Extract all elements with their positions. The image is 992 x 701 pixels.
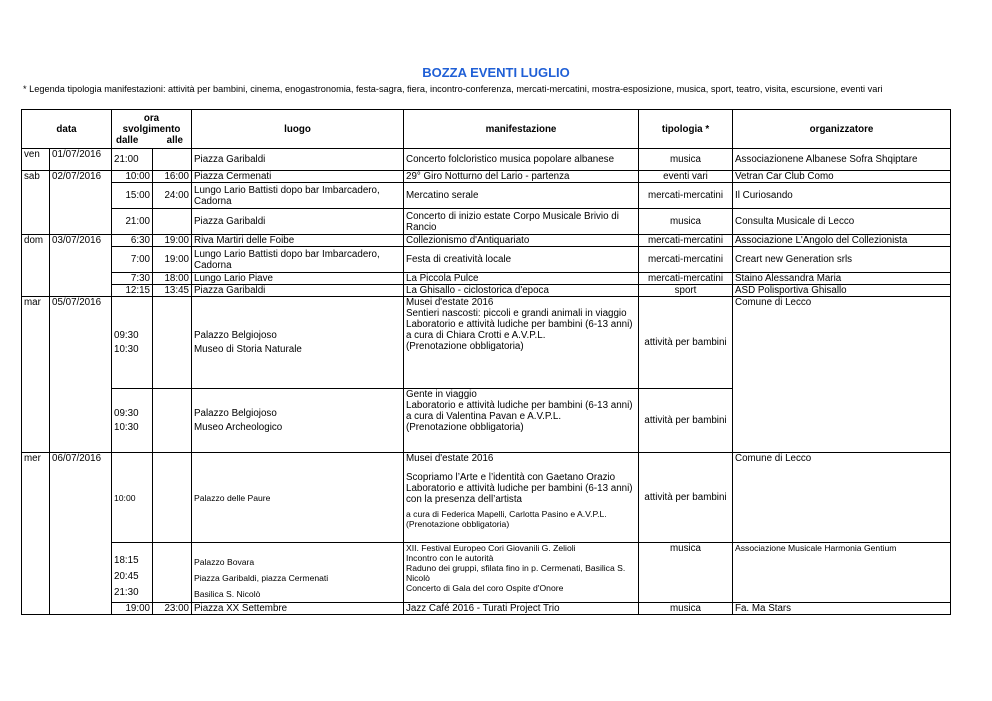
header-tipologia: tipologia * [639,110,733,149]
cell-tipo: sport [639,285,733,297]
cell-dalle: 15:00 [112,183,153,209]
cell-dalle: 10:00 [112,453,153,543]
cell-m3: a cura di Valentina Pavan e A.V.P.L. [406,411,562,422]
cell-t2: 10:30 [114,421,139,433]
cell-m3: Laboratorio e attività ludiche per bambini (6-13 anni) con la presenza dell’artista [406,483,633,505]
table-cell [112,543,153,603]
cell-manif: Concerto di inizio estate Corpo Musicale Brivio di Rancio [404,209,639,235]
cell-dalle: 6:30 [112,235,153,247]
header-ora [112,110,192,149]
table-cell [404,543,639,603]
table-cell [112,389,153,453]
cell-m4: Concerto di Gala del coro Ospite d'Onore [406,583,564,593]
cell-tipo: eventi vari [639,171,733,183]
table-row [22,285,951,297]
cell-dalle: 21:00 [112,149,153,171]
cell-org: Comune di Lecco [733,453,951,543]
table-row [22,209,951,235]
cell-l1: Palazzo Belgiojoso [194,407,277,419]
cell-org: Associazionene Albanese Sofra Shqiptare [733,149,951,171]
table-row [22,603,951,615]
cell-data: 06/07/2016 [50,453,112,615]
cell-t3: 21:30 [114,587,139,598]
cell-m4: (Prenotazione obbligatoria) [406,422,524,433]
cell-tipo: attività per bambini [639,389,733,453]
cell-m2: Scopriamo l’Arte e l’identità con Gaetano Orazio [406,472,616,483]
table-row [22,149,951,171]
cell-luogo: Lungo Lario Piave [192,273,404,285]
cell-dalle: 7:00 [112,247,153,273]
table-row [22,273,951,285]
cell-m1: Musei d'estate 2016 [406,297,494,308]
cell-org: Il Curiosando [733,183,951,209]
cell-dalle: 19:00 [112,603,153,615]
cell-ora1: ora [143,112,160,124]
cell-giorno: ven [22,149,50,171]
cell-giorno: mar [22,297,50,453]
cell-org: Consulta Musicale di Lecco [733,209,951,235]
cell-luogo: Piazza Garibaldi [192,209,404,235]
table-cell [192,389,404,453]
cell-tipo: mercati-mercatini [639,183,733,209]
cell-dalle: 10:00 [112,171,153,183]
cell-org: Vetran Car Club Como [733,171,951,183]
cell-l2: Piazza Garibaldi, piazza Cermenati [194,573,329,583]
header-organizzatore: organizzatore [733,110,951,149]
cell-giorno: mer [22,453,50,615]
cell-org: Associazione Musicale Harmonia Gentium [733,543,951,603]
cell-manif: Festa di creatività locale [404,247,639,273]
cell-m1: Musei d'estate 2016 [406,453,494,464]
cell-l1: Palazzo Bovara [194,557,255,567]
cell-manif: La Ghisallo - ciclostorica d'epoca [404,285,639,297]
table-cell [112,297,153,389]
cell-tipo: attività per bambini [639,453,733,543]
cell-t2: 20:45 [114,571,139,582]
cell-org: Comune di Lecco [733,297,951,453]
table-cell [404,297,639,389]
cell-org: Creart new Generation srls [733,247,951,273]
events-table [21,109,951,615]
page-title: BOZZA EVENTI LUGLIO [422,65,570,80]
table-cell [153,297,192,389]
legend-text: * Legenda tipologia manifestazioni: attività per bambini, cinema, enogastronomia, festa-sagra, fiera, incontro-conferenza, mercati-mercatini, mostra-esposizione, musica, sport, teatro, visita, escursione, eventi vari [23,84,883,94]
cell-luogo: Piazza Garibaldi [192,285,404,297]
cell-data: 05/07/2016 [50,297,112,453]
cell-alle: 19:00 [153,247,192,273]
cell-m1: XII. Festival Europeo Cori Giovanili G. Zelioli [406,543,576,553]
cell-dalle: dalle [116,134,139,146]
cell-tipo: mercati-mercatini [639,235,733,247]
cell-l1: Palazzo Belgiojoso [194,329,277,341]
table-header [22,110,951,149]
cell-ora2: svolgimento [122,123,181,135]
cell-dalle: 7:30 [112,273,153,285]
cell-org: Associazione L'Angolo del Collezionista [733,235,951,247]
cell-t1: 09:30 [114,407,139,419]
cell-data: 02/07/2016 [50,171,112,235]
cell-tipo: musica [639,543,733,603]
cell-manif: Collezionismo d'Antiquariato [404,235,639,247]
cell-tipo: musica [639,603,733,615]
cell-tipo: attività per bambini [639,297,733,389]
cell-m3: Laboratorio e attività ludiche per bambini (6-13 anni) [406,319,633,330]
cell-org: Staino Alessandra Maria [733,273,951,285]
table-cell [153,389,192,453]
cell-tipo: mercati-mercatini [639,273,733,285]
cell-alle: 18:00 [153,273,192,285]
cell-luogo: Riva Martiri delle Foibe [192,235,404,247]
header-manifestazione: manifestazione [404,110,639,149]
table-cell [192,297,404,389]
cell-m4: a cura di Chiara Crotti e A.V.P.L. [406,330,546,341]
table-row [22,183,951,209]
cell-dalle: 12:15 [112,285,153,297]
header-luogo: luogo [192,110,404,149]
table-row [22,171,951,183]
table-row [22,247,951,273]
cell-alle: 19:00 [153,235,192,247]
cell-data: 01/07/2016 [50,149,112,171]
cell-org: Fa. Ma Stars [733,603,951,615]
cell-m5: (Prenotazione obbligatoria) [406,519,510,529]
cell-alle [153,149,192,171]
cell-tipo: musica [639,149,733,171]
cell-luogo: Lungo Lario Battisti dopo bar Imbarcadero, Cadorna [192,183,404,209]
cell-m4: a cura di Federica Mapelli, Carlotta Pasino e A.V.P.L. [406,509,607,519]
table-cell [404,453,639,543]
cell-manif: Jazz Café 2016 - Turati Project Trio [404,603,639,615]
cell-tipo: mercati-mercatini [639,247,733,273]
cell-manif: 29° Giro Notturno del Lario - partenza [404,171,639,183]
cell-l2: Museo di Storia Naturale [194,343,302,355]
cell-l3: Basilica S. Nicolò [194,589,261,599]
cell-alle: 24:00 [153,183,192,209]
cell-alle: 13:45 [153,285,192,297]
table-cell [153,453,192,543]
cell-t1: 18:15 [114,555,139,566]
cell-tipo: musica [639,209,733,235]
cell-t1: 09:30 [114,329,139,341]
cell-l2: Museo Archeologico [194,421,283,433]
cell-luogo: Piazza Cermenati [192,171,404,183]
cell-m2: Sentieri nascosti: piccoli e grandi animali in viaggio [406,308,627,319]
cell-data: 03/07/2016 [50,235,112,297]
cell-alle: alle [166,134,183,146]
cell-manif: Mercatino serale [404,183,639,209]
cell-m2: Laboratorio e attività ludiche per bambini (6-13 anni) [406,400,633,411]
cell-giorno: sab [22,171,50,235]
cell-luogo: Lungo Lario Battisti dopo bar Imbarcadero, Cadorna [192,247,404,273]
cell-m2: Incontro con le autorità [406,553,494,563]
cell-luogo: Palazzo delle Paure [192,453,404,543]
cell-luogo: Piazza Garibaldi [192,149,404,171]
table-row [22,297,951,389]
table-cell [192,543,404,603]
cell-alle: 16:00 [153,171,192,183]
cell-m5: (Prenotazione obbligatoria) [406,341,524,352]
cell-manif: La Piccola Pulce [404,273,639,285]
cell-dalle: 21:00 [112,209,153,235]
table-row [22,235,951,247]
header-data: data [22,110,112,149]
cell-alle [153,209,192,235]
cell-org: ASD Polisportiva Ghisallo [733,285,951,297]
table-cell [153,543,192,603]
cell-t2: 10:30 [114,343,139,355]
table-cell [404,389,639,453]
table-row [22,453,951,543]
cell-m3: Raduno dei gruppi, sfilata fino in p. Cermenati, Basilica S. Nicolò [406,563,626,583]
cell-giorno: dom [22,235,50,297]
cell-m1: Gente in viaggio [406,389,477,400]
cell-luogo: Piazza XX Settembre [192,603,404,615]
table-row [22,543,951,603]
cell-manif: Concerto folcloristico musica popolare albanese [404,149,639,171]
cell-alle: 23:00 [153,603,192,615]
